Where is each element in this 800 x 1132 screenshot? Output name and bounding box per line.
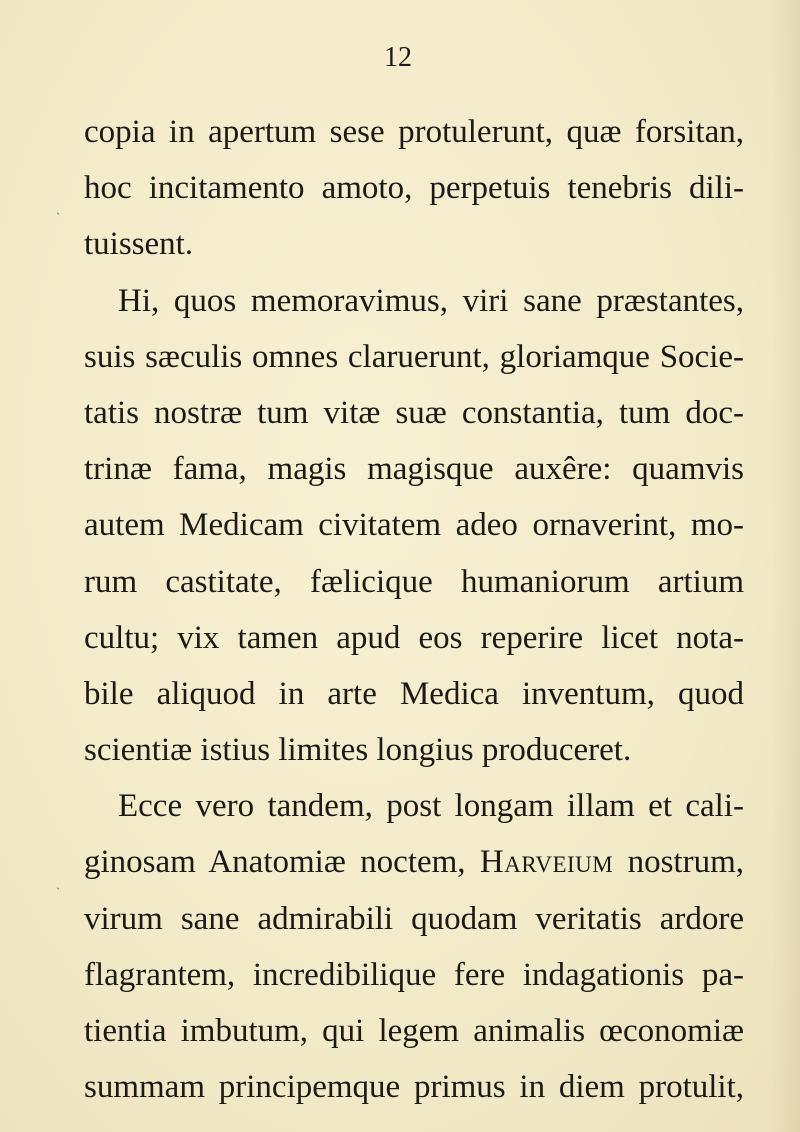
text-line: Ecce vero tandem, post longam illam et cali- [118,788,744,825]
body-text [84,104,744,1115]
author-name: Harveium [479,844,614,881]
text-line: rum castitate, fælicique humaniorum artium [84,563,744,600]
text-run: ginosam Anatomiæ noctem, [84,844,480,881]
text-line: scientiæ istius limites longius produceret. [84,732,632,769]
print-speck: ˴ [56,880,60,894]
text-line: flagrantem, incredibilique fere indagationis pa- [84,956,744,993]
page-number: 12 [384,42,412,73]
text-line: suis sæculis omnes claruerunt, gloriamque Socie- [84,338,744,375]
text-line: trinæ fama, magis magisque auxêre: quamvis [84,451,744,488]
text-line: copia in apertum sese protulerunt, quæ forsitan, [84,114,744,150]
text-line: tientia imbutum, qui legem animalis œconomiæ [84,1013,744,1049]
text-line: autem Medicam civitatem adeo ornaverint, mo- [84,507,744,544]
print-speck: ˴ [56,205,60,219]
text-line: Hi, quos memoravimus, viri sane præstantes, [118,282,744,319]
text-line: hoc incitamento amoto, perpetuis tenebris dili- [84,170,744,207]
page-edge-shadow [770,0,800,1132]
text-line [84,834,744,890]
text-line: bile aliquod in arte Medica inventum, quod [84,675,744,712]
text-line: tuissent. [84,226,194,263]
text-run: nostrum, [613,844,744,881]
text-line: cultu; vix tamen apud eos reperire licet nota- [84,619,744,656]
text-line: virum sane admirabili quodam veritatis ardore [84,900,744,937]
text-line: summam principemque primus in diem protulit, [84,1069,744,1106]
text-line: tatis nostræ tum vitæ suæ constantia, tum doc- [84,394,744,431]
